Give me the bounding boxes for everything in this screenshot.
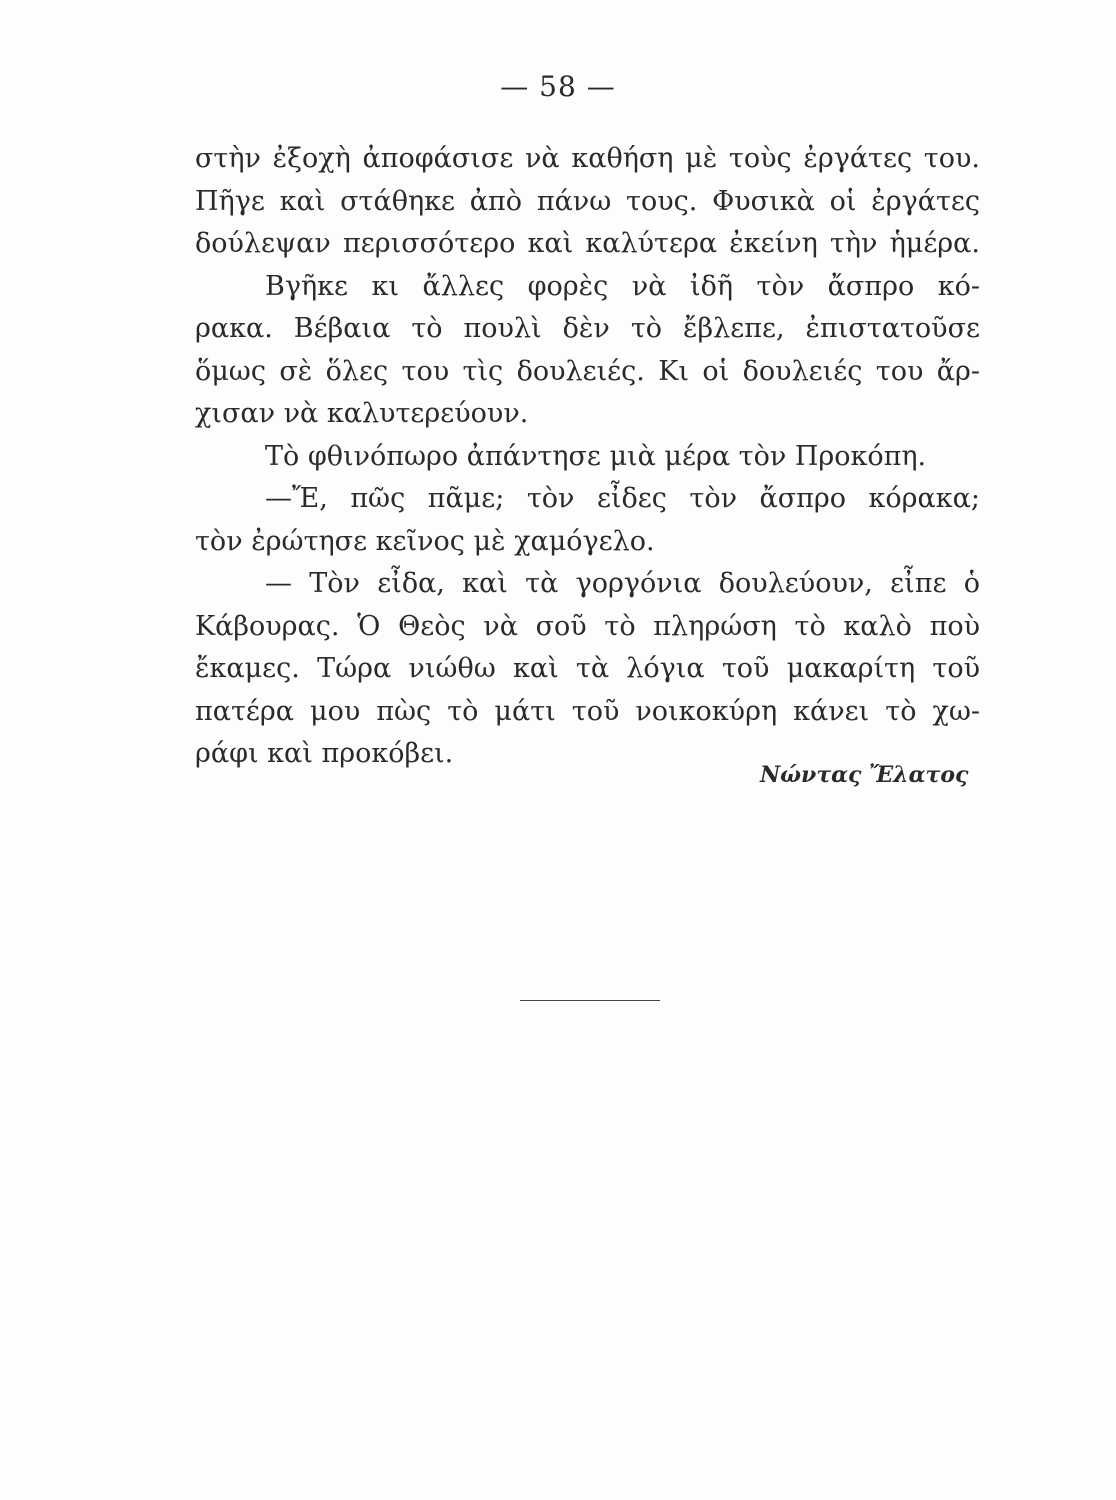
text-line: πατέρα μου πὼς τὸ μάτι τοῦ νοικοκύρη κάνει τὸ χω- (195, 695, 980, 727)
text-line: ἔκαμες. Τώρα νιώθω καὶ τὰ λόγια τοῦ μακαρίτη τοῦ (195, 653, 980, 684)
text-line: στὴν ἐξοχὴ ἀποφάσισε νὰ καθήση μὲ τοὺς ἐργάτες του. (195, 143, 980, 174)
section-divider (520, 1000, 660, 1001)
text-line: ὅμως σὲ ὅλες του τὶς δουλειές. Κι οἱ δουλειές του ἄρ- (195, 355, 980, 387)
text-line: χισαν νὰ καλυτερεύουν. (195, 398, 529, 429)
text-line: Κάβουρας. Ὁ Θεὸς νὰ σοῦ τὸ πληρώση τὸ καλὸ ποὺ (195, 610, 980, 642)
text-line: Βγῆκε κι ἄλλες φορὲς νὰ ἰδῆ τὸν ἄσπρο κό- (265, 270, 980, 302)
author-signature: Νώντας Ἔλατος (760, 762, 969, 788)
page-number: — 58 — (500, 70, 616, 103)
text-line: ρακα. Βέβαια τὸ πουλὶ δὲν τὸ ἔβλεπε, ἐπιστατοῦσε (195, 313, 980, 344)
text-line: δούλεψαν περισσότερο καὶ καλύτερα ἐκείνη τὴν ἡμέρα. (195, 228, 980, 259)
text-line: — Τὸν εἶδα, καὶ τὰ γοργόνια δουλεύουν, εἶπε ὁ (265, 568, 980, 599)
text-line: —Ἔ, πῶς πᾶμε; τὸν εἶδες τὸν ἄσπρο κόρακα; (265, 483, 980, 514)
text-line: Τὸ φθινόπωρο ἀπάντησε μιὰ μέρα τὸν Προκόπη. (265, 440, 927, 472)
text-line: ράφι καὶ προκόβει. (195, 738, 454, 769)
text-line: τὸν ἐρώτησε κεῖνος μὲ χαμόγελο. (195, 525, 655, 557)
story-text (195, 138, 980, 776)
text-line: Πῆγε καὶ στάθηκε ἀπὸ πάνω τους. Φυσικὰ οἱ ἐργάτες (195, 185, 980, 217)
